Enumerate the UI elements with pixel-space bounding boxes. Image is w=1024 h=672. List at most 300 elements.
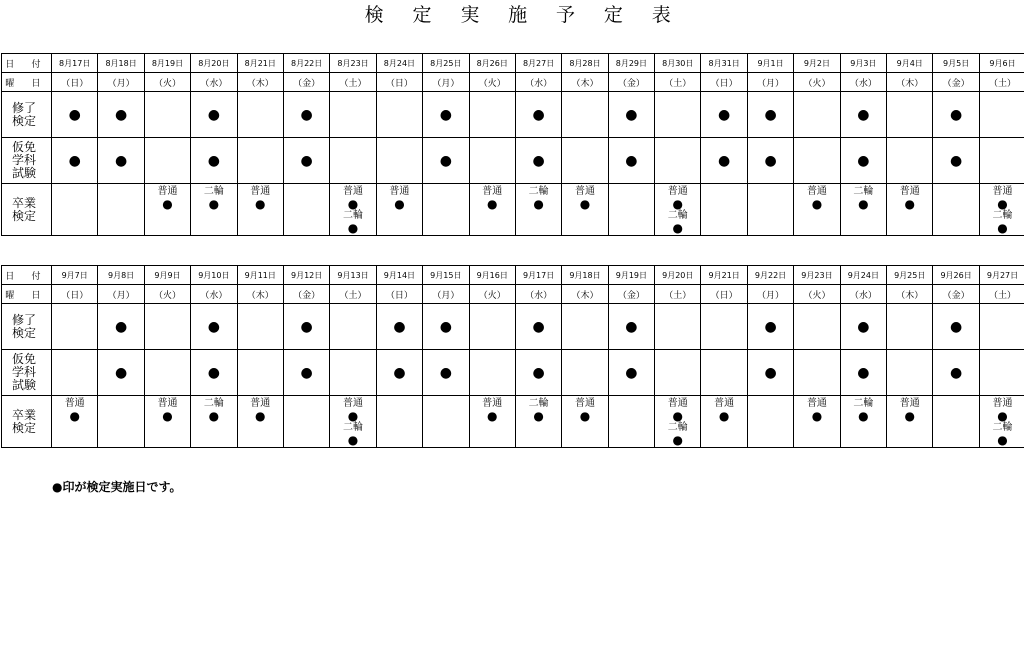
sotsugyo-entries bbox=[377, 184, 422, 235]
sotsugyo-entries bbox=[470, 396, 515, 447]
date-cell: 9月26日 bbox=[933, 266, 979, 285]
date-cell: 9月24日 bbox=[840, 266, 886, 285]
sotsugyo-entries bbox=[701, 184, 746, 235]
license-type-label: 普通 bbox=[992, 186, 1013, 197]
sotsugyo-entries bbox=[191, 184, 236, 235]
karimen-gakka-cell bbox=[283, 138, 329, 184]
weekday-row-label: 曜 日 bbox=[2, 73, 52, 92]
date-cell: 9月11日 bbox=[237, 266, 283, 285]
mark-dot: ● bbox=[764, 318, 777, 335]
sotsugyo-entries bbox=[794, 396, 839, 447]
shuryo-kentei-cell bbox=[423, 92, 469, 138]
karimen-gakka-cell bbox=[469, 138, 515, 184]
license-type-label: 普通 bbox=[157, 398, 178, 409]
mark-dot: ● bbox=[439, 364, 452, 381]
mark-dot: ● bbox=[486, 197, 498, 211]
mark-dot: ● bbox=[811, 197, 823, 211]
weekday-cell: （土） bbox=[330, 285, 376, 304]
license-type-label: 普通 bbox=[250, 398, 271, 409]
mark-dot: ● bbox=[114, 318, 128, 335]
mark-dot: ● bbox=[207, 364, 220, 381]
sotsugyo-entries bbox=[98, 184, 143, 235]
shuryo-kentei-cell bbox=[701, 92, 747, 138]
sotsugyo-kentei-row bbox=[2, 396, 1024, 448]
sotsugyo-entries bbox=[377, 396, 422, 447]
date-cell: 8月20日 bbox=[191, 54, 237, 73]
license-type-label: 普通 bbox=[899, 398, 920, 409]
mark-dot: ● bbox=[208, 197, 220, 211]
shuryo-kentei-cell bbox=[283, 304, 329, 350]
license-type-label: 普通 bbox=[250, 186, 271, 197]
weekday-cell: （水） bbox=[515, 285, 561, 304]
sotsugyo-entries bbox=[284, 184, 329, 235]
mark-dot: ● bbox=[533, 409, 544, 423]
karimen-gakka-cell bbox=[979, 350, 1024, 396]
karimen-gakka-cell bbox=[98, 138, 144, 184]
date-cell: 9月13日 bbox=[330, 266, 376, 285]
weekday-row bbox=[2, 73, 1024, 92]
mark-dot: ● bbox=[439, 318, 452, 335]
shuryo-kentei-cell bbox=[283, 92, 329, 138]
sotsugyo-kentei-cell bbox=[608, 184, 654, 236]
mark-dot: ● bbox=[625, 106, 638, 123]
weekday-cell: （月） bbox=[98, 285, 144, 304]
karimen-gakka-cell bbox=[887, 138, 933, 184]
karimen-gakka-cell bbox=[655, 350, 701, 396]
karimen-gakka-cell bbox=[330, 138, 376, 184]
mark-dot: ● bbox=[858, 409, 869, 423]
mark-dot: ● bbox=[347, 197, 359, 211]
date-row-label: 日 付 bbox=[2, 54, 52, 73]
date-cell: 9月20日 bbox=[655, 266, 701, 285]
karimen-gakka-cell bbox=[701, 138, 747, 184]
sotsugyo-entries bbox=[562, 396, 607, 447]
date-cell: 8月25日 bbox=[423, 54, 469, 73]
weekday-cell: （日） bbox=[701, 285, 747, 304]
date-cell: 9月19日 bbox=[608, 266, 654, 285]
date-cell: 8月27日 bbox=[515, 54, 561, 73]
mark-dot: ● bbox=[114, 106, 128, 123]
weekday-cell: （水） bbox=[515, 73, 561, 92]
karimen-gakka-cell bbox=[933, 138, 979, 184]
mark-dot: ● bbox=[300, 364, 313, 381]
karimen-gakka-cell bbox=[608, 138, 654, 184]
date-cell: 9月23日 bbox=[794, 266, 840, 285]
sotsugyo-entries bbox=[145, 396, 190, 447]
date-cell: 8月22日 bbox=[283, 54, 329, 73]
license-type-label: 普通 bbox=[482, 186, 503, 197]
date-row-label: 日 付 bbox=[2, 266, 52, 285]
weekday-cell: （月） bbox=[423, 73, 469, 92]
karimen-gakka-cell bbox=[98, 350, 144, 396]
sotsugyo-kentei-cell bbox=[330, 396, 376, 448]
license-type-label: 二輪 bbox=[203, 186, 224, 197]
date-cell: 8月26日 bbox=[469, 54, 515, 73]
date-cell: 9月7日 bbox=[52, 266, 98, 285]
sotsugyo-kentei-cell bbox=[423, 396, 469, 448]
karimen-gakka-cell bbox=[144, 350, 190, 396]
mark-dot: ● bbox=[439, 152, 452, 169]
sotsugyo-entries bbox=[980, 396, 1024, 447]
date-cell: 9月8日 bbox=[98, 266, 144, 285]
license-type-label: 普通 bbox=[574, 186, 595, 197]
karimen-gakka-cell bbox=[283, 350, 329, 396]
license-type-label: 二輪 bbox=[853, 398, 874, 409]
karimen-gakka-cell bbox=[423, 350, 469, 396]
mark-dot: ● bbox=[114, 152, 128, 169]
schedule-table-2 bbox=[1, 265, 1024, 448]
sotsugyo-entries bbox=[609, 396, 654, 447]
karimen-gakka-cell bbox=[469, 350, 515, 396]
sotsugyo-kentei-cell bbox=[330, 184, 376, 236]
karimen-gakka-cell bbox=[52, 138, 98, 184]
mark-dot: ● bbox=[672, 197, 684, 211]
karimen-gakka-cell bbox=[747, 350, 793, 396]
mark-dot: ● bbox=[811, 409, 823, 423]
weekday-cell: （火） bbox=[144, 285, 190, 304]
sotsugyo-entries bbox=[841, 396, 886, 447]
weekday-cell: （火） bbox=[794, 285, 840, 304]
mark-dot: ● bbox=[162, 409, 173, 423]
sotsugyo-entries bbox=[516, 184, 561, 235]
sotsugyo-entries bbox=[933, 396, 978, 447]
sotsugyo-kentei-cell bbox=[887, 396, 933, 448]
mark-dot: ● bbox=[764, 364, 777, 381]
karimen-gakka-cell bbox=[237, 138, 283, 184]
mark-dot: ● bbox=[347, 433, 359, 447]
weekday-cell: （土） bbox=[979, 285, 1024, 304]
weekday-cell: （水） bbox=[191, 285, 237, 304]
weekday-cell: （月） bbox=[98, 73, 144, 92]
sotsugyo-kentei-cell bbox=[840, 396, 886, 448]
mark-dot: ● bbox=[532, 152, 545, 169]
license-type-label: 普通 bbox=[157, 186, 178, 197]
karimen-gakka-row bbox=[2, 350, 1024, 396]
weekday-cell: （土） bbox=[330, 73, 376, 92]
weekday-cell: （日） bbox=[52, 285, 98, 304]
shuryo-kentei-cell bbox=[562, 92, 608, 138]
sotsugyo-entries bbox=[701, 396, 746, 447]
sotsugyo-entries bbox=[423, 396, 468, 447]
shuryo-kentei-cell bbox=[237, 304, 283, 350]
sotsugyo-entries bbox=[933, 184, 978, 235]
date-cell: 9月18日 bbox=[562, 266, 608, 285]
shuryo-kentei-cell bbox=[376, 92, 422, 138]
shuryo-kentei-cell bbox=[330, 92, 376, 138]
license-type-label: 二輪 bbox=[992, 210, 1013, 221]
mark-dot: ● bbox=[68, 152, 81, 169]
sotsugyo-kentei-cell bbox=[747, 396, 793, 448]
shuryo-kentei-cell bbox=[98, 92, 144, 138]
shuryo-kentei-cell bbox=[52, 92, 98, 138]
license-type-label: 普通 bbox=[343, 186, 364, 197]
weekday-cell: （日） bbox=[52, 73, 98, 92]
weekday-cell: （月） bbox=[423, 285, 469, 304]
sotsugyo-kentei-cell bbox=[562, 396, 608, 448]
mark-dot: ● bbox=[718, 409, 730, 423]
shuryo-kentei-cell bbox=[191, 92, 237, 138]
date-cell: 8月31日 bbox=[701, 54, 747, 73]
license-type-label: 普通 bbox=[714, 398, 735, 409]
mark-dot: ● bbox=[208, 409, 220, 423]
license-type-label: 二輪 bbox=[528, 398, 549, 409]
weekday-cell: （火） bbox=[144, 73, 190, 92]
sotsugyo-kentei-cell bbox=[840, 184, 886, 236]
karimen-gakka-cell bbox=[191, 138, 237, 184]
sotsugyo-kentei-cell bbox=[191, 396, 237, 448]
sotsugyo-kentei-cell bbox=[979, 184, 1024, 236]
weekday-cell: （木） bbox=[887, 285, 933, 304]
mark-dot: ● bbox=[950, 318, 963, 335]
mark-dot: ● bbox=[904, 197, 915, 211]
license-type-label: 普通 bbox=[343, 398, 364, 409]
karimen-gakka-cell bbox=[562, 138, 608, 184]
sotsugyo-kentei-cell bbox=[144, 396, 190, 448]
karimen-gakka-cell bbox=[191, 350, 237, 396]
date-cell: 8月24日 bbox=[376, 54, 422, 73]
date-cell: 8月23日 bbox=[330, 54, 376, 73]
mark-dot: ● bbox=[997, 197, 1008, 211]
sotsugyo-kentei-cell bbox=[608, 396, 654, 448]
karimen-gakka-cell bbox=[608, 350, 654, 396]
karimen-gakka-cell bbox=[887, 350, 933, 396]
mark-dot: ● bbox=[393, 318, 406, 335]
sotsugyo-entries bbox=[191, 396, 236, 447]
sotsugyo-entries bbox=[655, 184, 700, 235]
mark-dot: ● bbox=[300, 318, 313, 335]
sotsugyo-entries bbox=[330, 184, 375, 235]
karimen-gakka-cell bbox=[701, 350, 747, 396]
weekday-cell: （木） bbox=[887, 73, 933, 92]
sotsugyo-kentei-cell bbox=[144, 184, 190, 236]
weekday-cell: （金） bbox=[933, 285, 979, 304]
sotsugyo-entries bbox=[470, 184, 515, 235]
mark-dot: ● bbox=[764, 106, 777, 123]
date-cell: 9月4日 bbox=[887, 54, 933, 73]
sotsugyo-entries bbox=[980, 184, 1024, 235]
date-cell: 8月28日 bbox=[562, 54, 608, 73]
sotsugyo-entries bbox=[145, 184, 190, 235]
shuryo-kentei-cell bbox=[144, 304, 190, 350]
weekday-cell: （土） bbox=[655, 73, 701, 92]
sotsugyo-entries bbox=[794, 184, 839, 235]
sotsugyo-entries bbox=[52, 184, 97, 235]
date-cell: 9月12日 bbox=[283, 266, 329, 285]
weekday-cell: （金） bbox=[283, 285, 329, 304]
mark-dot: ● bbox=[532, 318, 545, 335]
karimen-gakka-cell bbox=[979, 138, 1024, 184]
karimen-gakka-cell bbox=[562, 350, 608, 396]
mark-dot: ● bbox=[533, 197, 544, 211]
sotsugyo-kentei-cell bbox=[98, 184, 144, 236]
date-cell: 8月19日 bbox=[144, 54, 190, 73]
license-type-label: 二輪 bbox=[992, 422, 1013, 433]
mark-dot: ● bbox=[625, 364, 638, 381]
sotsugyo-kentei-label: 卒業 検定 bbox=[2, 396, 52, 448]
mark-dot: ● bbox=[950, 364, 963, 381]
mark-dot: ● bbox=[625, 318, 638, 335]
sotsugyo-kentei-cell bbox=[979, 396, 1024, 448]
date-row bbox=[2, 54, 1024, 73]
shuryo-kentei-cell bbox=[562, 304, 608, 350]
weekday-cell: （木） bbox=[562, 285, 608, 304]
karimen-gakka-cell bbox=[747, 138, 793, 184]
sotsugyo-entries bbox=[887, 396, 932, 447]
schedule-table-1 bbox=[1, 53, 1024, 236]
weekday-cell: （金） bbox=[608, 73, 654, 92]
weekday-cell: （日） bbox=[701, 73, 747, 92]
sotsugyo-kentei-cell bbox=[469, 184, 515, 236]
date-cell: 9月25日 bbox=[887, 266, 933, 285]
sotsugyo-entries bbox=[748, 396, 793, 447]
mark-dot: ● bbox=[532, 106, 545, 123]
shuryo-kentei-cell bbox=[608, 92, 654, 138]
karimen-gakka-cell bbox=[794, 350, 840, 396]
mark-dot: ● bbox=[857, 364, 870, 381]
shuryo-kentei-cell bbox=[191, 304, 237, 350]
mark-dot: ● bbox=[950, 106, 963, 123]
sotsugyo-kentei-cell bbox=[933, 396, 979, 448]
karimen-gakka-row bbox=[2, 138, 1024, 184]
shuryo-kentei-cell bbox=[423, 304, 469, 350]
date-cell: 9月22日 bbox=[747, 266, 793, 285]
karimen-gakka-cell bbox=[933, 350, 979, 396]
shuryo-kentei-cell bbox=[98, 304, 144, 350]
page-title: 検 定 実 施 予 定 表 bbox=[364, 4, 683, 26]
sotsugyo-kentei-cell bbox=[283, 396, 329, 448]
shuryo-kentei-cell bbox=[840, 92, 886, 138]
date-cell: 9月10日 bbox=[191, 266, 237, 285]
sotsugyo-entries bbox=[748, 184, 793, 235]
license-type-label: 普通 bbox=[389, 186, 410, 197]
shuryo-kentei-cell bbox=[701, 304, 747, 350]
mark-dot: ● bbox=[579, 197, 591, 211]
date-cell: 9月9日 bbox=[144, 266, 190, 285]
weekday-cell: （月） bbox=[747, 285, 793, 304]
karimen-gakka-cell bbox=[840, 138, 886, 184]
weekday-cell: （水） bbox=[840, 285, 886, 304]
karimen-gakka-cell bbox=[376, 350, 422, 396]
date-cell: 9月17日 bbox=[515, 266, 561, 285]
shuryo-kentei-cell bbox=[887, 92, 933, 138]
shuryo-kentei-row bbox=[2, 304, 1024, 350]
license-type-label: 普通 bbox=[574, 398, 595, 409]
mark-dot: ● bbox=[300, 106, 313, 123]
mark-dot: ● bbox=[950, 152, 963, 169]
date-cell: 9月15日 bbox=[423, 266, 469, 285]
sotsugyo-kentei-cell bbox=[98, 396, 144, 448]
shuryo-kentei-cell bbox=[933, 92, 979, 138]
date-cell: 8月18日 bbox=[98, 54, 144, 73]
license-type-label: 二輪 bbox=[667, 210, 688, 221]
shuryo-kentei-cell bbox=[469, 304, 515, 350]
sotsugyo-entries bbox=[238, 184, 283, 235]
license-type-label: 二輪 bbox=[343, 210, 364, 221]
karimen-gakka-cell bbox=[144, 138, 190, 184]
license-type-label: 二輪 bbox=[203, 398, 224, 409]
date-cell: 9月5日 bbox=[933, 54, 979, 73]
sotsugyo-kentei-cell bbox=[655, 184, 701, 236]
mark-dot: ● bbox=[393, 364, 406, 381]
mark-dot: ● bbox=[672, 221, 684, 235]
license-type-label: 二輪 bbox=[528, 186, 549, 197]
weekday-row-label: 曜 日 bbox=[2, 285, 52, 304]
mark-dot: ● bbox=[532, 364, 545, 381]
mark-dot: ● bbox=[579, 409, 591, 423]
sotsugyo-entries bbox=[238, 396, 283, 447]
sotsugyo-kentei-cell bbox=[562, 184, 608, 236]
sotsugyo-kentei-cell bbox=[701, 396, 747, 448]
sotsugyo-kentei-cell bbox=[701, 184, 747, 236]
weekday-cell: （金） bbox=[608, 285, 654, 304]
karimen-gakka-cell bbox=[52, 350, 98, 396]
mark-dot: ● bbox=[207, 318, 220, 335]
mark-dot: ● bbox=[439, 106, 452, 123]
mark-dot: ● bbox=[394, 197, 405, 211]
date-cell: 9月27日 bbox=[979, 266, 1024, 285]
mark-dot: ● bbox=[718, 106, 731, 123]
license-type-label: 普通 bbox=[482, 398, 503, 409]
karimen-gakka-cell bbox=[423, 138, 469, 184]
license-type-label: 普通 bbox=[667, 398, 688, 409]
date-cell: 9月16日 bbox=[469, 266, 515, 285]
sotsugyo-entries bbox=[52, 396, 97, 447]
date-cell: 9月14日 bbox=[376, 266, 422, 285]
date-cell: 9月1日 bbox=[747, 54, 793, 73]
shuryo-kentei-cell bbox=[747, 92, 793, 138]
mark-dot: ● bbox=[672, 433, 684, 447]
shuryo-kentei-cell bbox=[933, 304, 979, 350]
weekday-cell: （水） bbox=[840, 73, 886, 92]
weekday-cell: （日） bbox=[376, 285, 422, 304]
mark-dot: ● bbox=[486, 409, 498, 423]
weekday-cell: （土） bbox=[655, 285, 701, 304]
karimen-gakka-label: 仮免 学科 試験 bbox=[2, 350, 52, 396]
sotsugyo-kentei-cell bbox=[887, 184, 933, 236]
weekday-cell: （火） bbox=[469, 73, 515, 92]
mark-dot: ● bbox=[857, 106, 870, 123]
sotsugyo-kentei-cell bbox=[655, 396, 701, 448]
shuryo-kentei-cell bbox=[144, 92, 190, 138]
mark-dot: ● bbox=[300, 152, 313, 169]
shuryo-kentei-cell bbox=[52, 304, 98, 350]
karimen-gakka-cell bbox=[515, 138, 561, 184]
karimen-gakka-cell bbox=[376, 138, 422, 184]
mark-dot: ● bbox=[857, 152, 870, 169]
mark-dot: ● bbox=[997, 409, 1008, 423]
sotsugyo-entries bbox=[887, 184, 932, 235]
karimen-gakka-cell bbox=[840, 350, 886, 396]
mark-dot: ● bbox=[255, 409, 266, 423]
license-type-label: 普通 bbox=[899, 186, 920, 197]
weekday-cell: （月） bbox=[747, 73, 793, 92]
sotsugyo-kentei-cell bbox=[423, 184, 469, 236]
shuryo-kentei-cell bbox=[330, 304, 376, 350]
weekday-cell: （木） bbox=[237, 285, 283, 304]
date-cell: 8月30日 bbox=[655, 54, 701, 73]
mark-dot: ● bbox=[207, 106, 220, 123]
license-type-label: 二輪 bbox=[667, 422, 688, 433]
shuryo-kentei-cell bbox=[747, 304, 793, 350]
sotsugyo-kentei-cell bbox=[52, 396, 98, 448]
shuryo-kentei-row bbox=[2, 92, 1024, 138]
shuryo-kentei-cell bbox=[794, 92, 840, 138]
karimen-gakka-cell bbox=[237, 350, 283, 396]
shuryo-kentei-label: 修了 検定 bbox=[2, 304, 52, 350]
shuryo-kentei-cell bbox=[608, 304, 654, 350]
mark-dot: ● bbox=[764, 152, 777, 169]
sotsugyo-kentei-row bbox=[2, 184, 1024, 236]
